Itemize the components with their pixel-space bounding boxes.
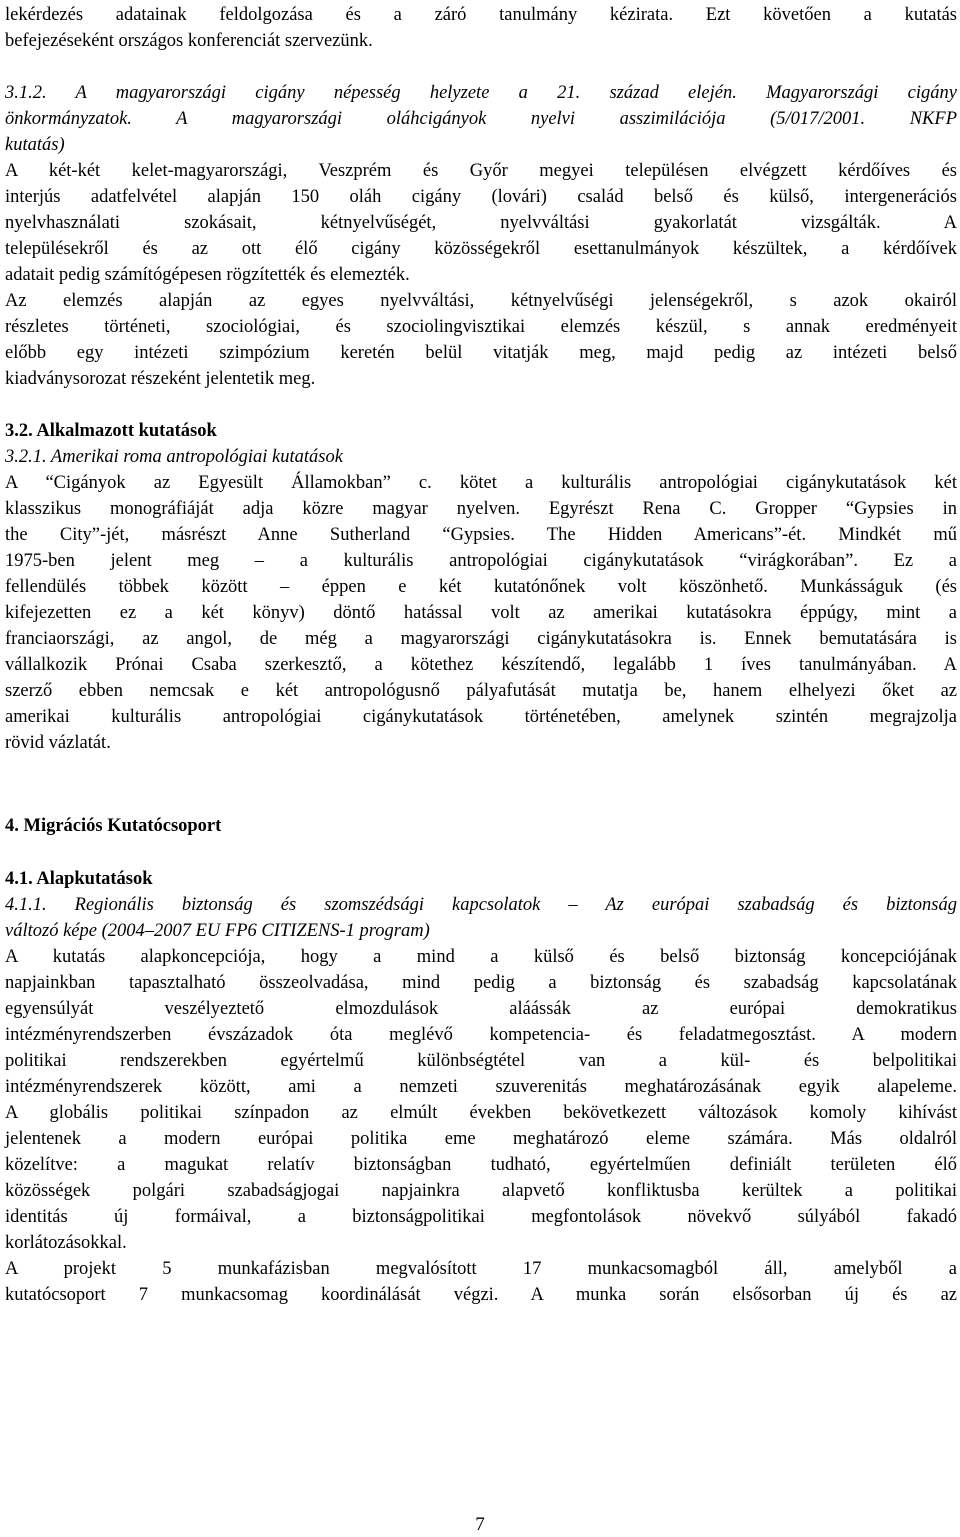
text-line: lekérdezés adatainak feldolgozása és a záró tanulmány kézirata. Ezt követően a kutatás [5,5,957,25]
text-line: vállalkozik Prónai Csaba szerkesztő, a kötethez készítendő, legalább 1 íves tanulmányában. A [5,655,957,675]
text-line: közösségek polgári szabadságjogai napjainkra alapvető konfliktusba kerültek a politikai [5,1181,957,1201]
section-subheading: változó képe (2004–2007 EU FP6 CITIZENS-1 program) [5,921,430,941]
section-title: kutatás) [5,135,65,155]
text-line: 1975-ben jelent meg – a kulturális antropológiai cigánykutatások “virágkorában”. Ez a [5,551,957,571]
section-subheading: 4.1.1. Regionális biztonság és szomszédsági kapcsolatok – Az európai szabadság és biztonság [5,895,957,915]
text-line: klasszikus monográfiáját adja közre magyar nyelven. Egyrészt Rena C. Gropper “Gypsies in [5,499,957,519]
text-line: adatait pedig számítógépesen rögzítették és elemezték. [5,265,410,285]
section-subheading: 3.2.1. Amerikai roma antropológiai kutatások [5,447,343,467]
text-line: településekről és az ott élő cigány közösségekről esettanulmányok készültek, a kérdőívek [5,239,957,259]
text-line: befejezéseként országos konferenciát szervezünk. [5,31,373,51]
text-line: korlátozásokkal. [5,1233,127,1253]
text-line: közelítve: a magukat relatív biztonságban tudható, egyértelműen definiált területen élő [5,1155,957,1175]
text-line: A “Cigányok az Egyesült Államokban” c. kötet a kulturális antropológiai cigánykutatások két [5,473,957,493]
text-line: kiadványsorozat részeként jelentetik meg. [5,369,316,389]
text-line: interjús adatfelvétel alapján 150 oláh cigány (lovári) család belső és külső, intergenerációs [5,187,957,207]
text-line: szerző ebben nemcsak e két antropológusnő pályafutását mutatja be, hanem elhelyezi őket az [5,681,957,701]
text-line: the City”-jét, másrészt Anne Sutherland “Gypsies. The Hidden Americans”-ét. Mindkét mű [5,525,957,545]
section-heading: 4.1. Alapkutatások [5,869,153,889]
text-line: A globális politikai színpadon az elmúlt években bekövetkezett változások komoly kihívást [5,1103,957,1123]
text-line: napjainkban tapasztalható összeolvadása, mind pedig a biztonság és szabadság kapcsolatának [5,973,957,993]
text-line: identitás új formáival, a biztonságpolitikai megfontolások növekvő súlyából fakadó [5,1207,957,1227]
text-line: franciaországi, az angol, de még a magyarországi cigánykutatásokra is. Ennek bemutatására is [5,629,957,649]
page-number: 7 [475,1514,485,1535]
text-line: előbb egy intézeti szimpózium keretén belül vitatják meg, majd pedig az intézeti belső [5,343,957,363]
text-line: kutatócsoport 7 munkacsomag koordinálását végzi. A munka során elsősorban új és az [5,1285,957,1305]
text-line: részletes történeti, szociológiai, és szociolingvisztikai elemzés készül, s annak eredményeit [5,317,957,337]
text-line: jelentenek a modern európai politika eme meghatározó eleme számára. Más oldalról [5,1129,957,1149]
text-line: Az elemzés alapján az egyes nyelvváltási, kétnyelvűségi jelenségekről, s azok okairól [5,291,957,311]
section-title: 3.1.2. A magyarországi cigány népesség helyzete a 21. század elején. Magyarországi cigány [5,83,957,103]
text-line: politikai rendszerekben egyértelmű különbségtétel van a kül- és belpolitikai [5,1051,957,1071]
text-line: intézményrendszerek között, ami a nemzeti szuverenitás meghatározásának egyik alapeleme. [5,1077,957,1097]
text-line: nyelvhasználati szokásait, kétnyelvűségét, nyelvváltási gyakorlatát vizsgálták. A [5,213,957,233]
text-line: intézményrendszerben évszázadok óta meglévő kompetencia- és feladatmegosztást. A modern [5,1025,957,1045]
section-title: önkormányzatok. A magyarországi oláhcigányok nyelvi asszimilációja (5/017/2001. NKFP [5,109,957,129]
section-heading: 3.2. Alkalmazott kutatások [5,421,217,441]
text-line: A kutatás alapkoncepciója, hogy a mind a külső és belső biztonság koncepciójának [5,947,957,967]
text-line: egyensúlyát veszélyeztető elmozdulások aláássák az európai demokratikus [5,999,957,1019]
text-line: A két-két kelet-magyarországi, Veszprém és Győr megyei településen elvégzett kérdőíves és [5,161,957,181]
text-line: fellendülés többek között – éppen e két kutatónőnek volt köszönhető. Munkásságuk (és [5,577,957,597]
text-line: rövid vázlatát. [5,733,111,753]
text-line: amerikai kulturális antropológiai cigánykutatások történetében, amelynek szintén megrajzolja [5,707,957,727]
text-line: kifejezetten ez a két könyv) döntő hatással volt az amerikai kutatásokra éppúgy, mint a [5,603,957,623]
text-line: A projekt 5 munkafázisban megvalósított 17 munkacsomagból áll, amelyből a [5,1259,957,1279]
chapter-heading: 4. Migrációs Kutatócsoport [5,816,222,836]
